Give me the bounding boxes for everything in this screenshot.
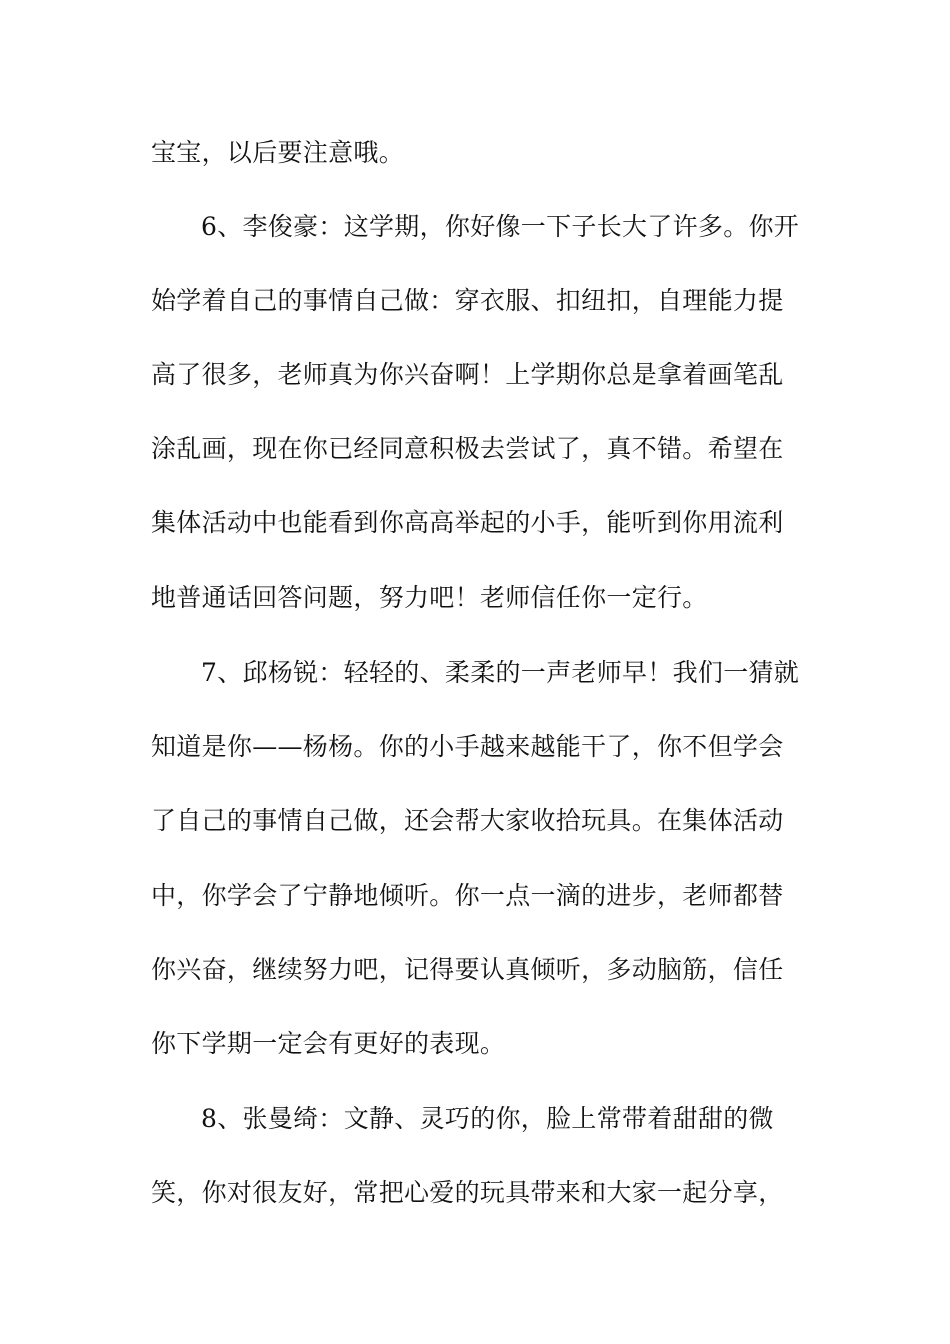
text-line: 宝宝，以后要注意哦。 [151, 138, 405, 167]
text-line: 中，你学会了宁静地倾听。你一点一滴的进步，老师都替 [151, 881, 784, 910]
text-line: 始学着自己的事情自己做：穿衣服、扣纽扣，自理能力提 [151, 286, 784, 315]
text-line: 你兴奋，继续努力吧，记得要认真倾听，多动脑筋，信任 [151, 955, 784, 984]
text-line: 涂乱画，现在你已经同意积极去尝试了，真不错。希望在 [151, 434, 784, 463]
paragraph-start-line: 7、邱杨锐：轻轻的、柔柔的一声老师早！我们一猜就 [201, 658, 800, 687]
text-line: 了自己的事情自己做，还会帮大家收拾玩具。在集体活动 [151, 806, 784, 835]
text-line: 你下学期一定会有更好的表现。 [151, 1029, 506, 1058]
text-line: 集体活动中也能看到你高高举起的小手，能听到你用流利 [151, 508, 784, 537]
text-line: 笑，你对很友好，常把心爱的玩具带来和大家一起分享， [151, 1178, 784, 1207]
text-line: 地普通话回答问题，努力吧！老师信任你一定行。 [151, 583, 708, 612]
text-line: 高了很多，老师真为你兴奋啊！上学期你总是拿着画笔乱 [151, 360, 784, 389]
text-line: 知道是你——杨杨。你的小手越来越能干了，你不但学会 [151, 732, 784, 761]
paragraph-start-line: 6、李俊豪：这学期，你好像一下子长大了许多。你开 [201, 212, 800, 241]
paragraph-start-line: 8、张曼绮：文静、灵巧的你，脸上常带着甜甜的微 [201, 1104, 774, 1133]
